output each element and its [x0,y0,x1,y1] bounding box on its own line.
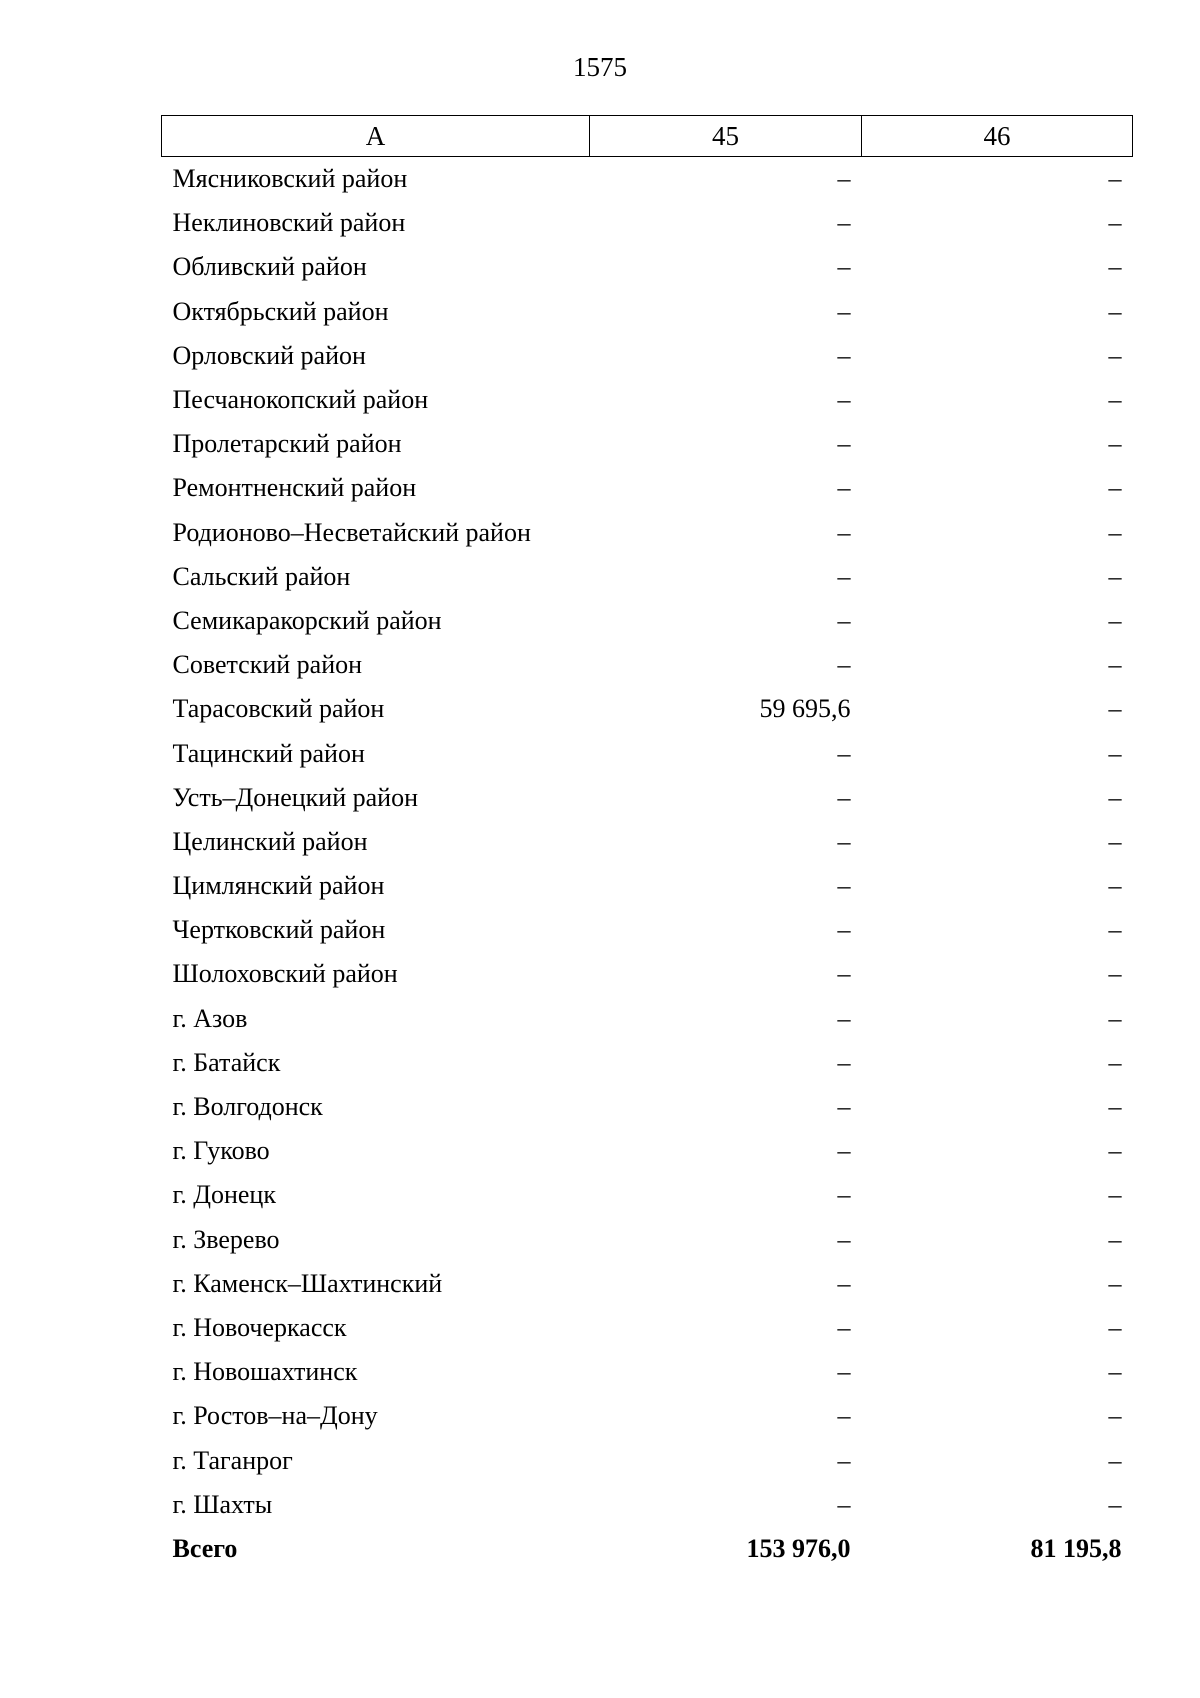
row-name-cell: Песчанокопский район [172,385,429,415]
table-row [162,643,1133,687]
row-name-cell: Родионово–Несветайский район [172,517,531,547]
column-header-a: А [162,116,590,157]
row-name-cell: Тарасовский район [172,694,385,724]
row-name-cell: Целинский район [172,826,368,856]
row-value-46-cell: – [1108,208,1122,238]
row-name-cell: г. Шахты [172,1489,273,1519]
table-row [162,1483,1133,1527]
row-value-46-cell: – [1108,959,1122,989]
table-row [162,1218,1133,1262]
data-table-container [161,115,1132,1571]
table-row [162,1438,1133,1482]
row-value-46-cell: – [1108,1092,1122,1122]
row-value-45-cell: – [837,1445,851,1475]
row-name-cell: Семикаракорский район [172,605,442,635]
table-row [162,731,1133,775]
row-value-45-cell: – [837,1003,851,1033]
total-value-46-cell: 81 195,8 [1030,1533,1122,1563]
total-label-cell: Всего [172,1533,238,1563]
row-value-46-cell: – [1108,782,1122,812]
row-name-cell: Сальский район [172,561,351,591]
row-value-45-cell: – [837,650,851,680]
row-name-cell: Цимлянский район [172,871,385,901]
row-name-cell: г. Батайск [172,1047,281,1077]
row-value-45-cell: – [837,1312,851,1342]
row-name-cell: Чертковский район [172,915,386,945]
row-name-cell: г. Гуково [172,1136,270,1166]
row-value-46-cell: – [1108,340,1122,370]
row-value-45-cell: – [837,1357,851,1387]
table-row [162,864,1133,908]
row-value-46-cell: – [1108,1445,1122,1475]
table-row [162,952,1133,996]
row-value-46-cell: – [1108,1357,1122,1387]
table-row [162,555,1133,599]
table-row [162,466,1133,510]
table-row [162,334,1133,378]
row-value-45-cell: – [837,296,851,326]
table-header [162,116,1133,157]
row-value-45-cell: – [837,782,851,812]
column-header-45: 45 [590,116,862,157]
table-row [162,157,1133,202]
table-row [162,776,1133,820]
table-row [162,1173,1133,1217]
row-value-45-cell: – [837,1136,851,1166]
table-row [162,422,1133,466]
row-value-45-cell: – [837,1047,851,1077]
row-name-cell: Пролетарский район [172,429,402,459]
table-row [162,511,1133,555]
row-name-cell: Шолоховский район [172,959,398,989]
row-value-46-cell: – [1108,1401,1122,1431]
table-row [162,687,1133,731]
row-name-cell: г. Донецк [172,1180,276,1210]
row-value-45-cell: – [837,385,851,415]
table-row [162,290,1133,334]
row-value-45-cell: – [837,915,851,945]
row-name-cell: Орловский район [172,340,366,370]
table-row [162,378,1133,422]
table-row [162,1306,1133,1350]
row-value-45-cell: – [837,1401,851,1431]
table-row [162,201,1133,245]
table-row [162,997,1133,1041]
row-value-45-cell: – [837,1092,851,1122]
row-value-45-cell: – [837,208,851,238]
row-value-45-cell: – [837,959,851,989]
total-value-45-cell: 153 976,0 [746,1533,851,1563]
row-name-cell: Обливский район [172,252,367,282]
row-value-46-cell: – [1108,561,1122,591]
row-value-46-cell: – [1108,915,1122,945]
row-value-46-cell: – [1108,473,1122,503]
row-value-46-cell: – [1108,826,1122,856]
row-value-45-cell: – [837,164,851,194]
row-value-45-cell: – [837,429,851,459]
row-value-46-cell: – [1108,738,1122,768]
row-value-46-cell: – [1108,871,1122,901]
page-number: 1575 [573,52,627,82]
row-value-46-cell: – [1108,385,1122,415]
row-value-46-cell: – [1108,1180,1122,1210]
row-value-45-cell: – [837,1180,851,1210]
row-name-cell: Ремонтненский район [172,473,417,503]
row-value-45-cell: – [837,340,851,370]
row-value-45-cell: – [837,473,851,503]
row-value-46-cell: – [1108,164,1122,194]
row-name-cell: г. Каменск–Шахтинский [172,1268,443,1298]
row-name-cell: г. Ростов–на–Дону [172,1401,378,1431]
row-name-cell: Октябрьский район [172,296,389,326]
row-value-45-cell: 59 695,6 [759,694,851,724]
row-value-45-cell: – [837,1489,851,1519]
row-value-45-cell: – [837,738,851,768]
row-value-46-cell: – [1108,694,1122,724]
row-value-45-cell: – [837,252,851,282]
table-row [162,1262,1133,1306]
table-header-row [162,116,1133,157]
row-name-cell: Мясниковский район [172,164,408,194]
row-name-cell: г. Азов [172,1003,248,1033]
table-row [162,1394,1133,1438]
row-value-45-cell: – [837,871,851,901]
row-value-46-cell: – [1108,429,1122,459]
table-row [162,245,1133,289]
row-value-45-cell: – [837,517,851,547]
row-value-46-cell: – [1108,605,1122,635]
table-total-row [162,1527,1133,1571]
row-name-cell: Неклиновский район [172,208,406,238]
row-value-46-cell: – [1108,1489,1122,1519]
row-name-cell: г. Новочеркасск [172,1312,347,1342]
row-value-46-cell: – [1108,296,1122,326]
row-name-cell: Усть–Донецкий район [172,782,418,812]
row-name-cell: Тацинский район [172,738,365,768]
data-table [161,115,1133,1571]
table-row [162,820,1133,864]
row-name-cell: г. Новошахтинск [172,1357,358,1387]
column-header-46: 46 [862,116,1133,157]
row-value-46-cell: – [1108,650,1122,680]
row-name-cell: г. Волгодонск [172,1092,323,1122]
row-name-cell: Советский район [172,650,363,680]
table-row [162,1350,1133,1394]
table-body [162,157,1133,1572]
row-value-45-cell: – [837,561,851,591]
row-value-46-cell: – [1108,1003,1122,1033]
row-value-46-cell: – [1108,517,1122,547]
table-row [162,908,1133,952]
table-row [162,1129,1133,1173]
table-row [162,1041,1133,1085]
row-name-cell: г. Таганрог [172,1445,293,1475]
row-value-46-cell: – [1108,1047,1122,1077]
row-value-46-cell: – [1108,1268,1122,1298]
row-value-45-cell: – [837,1224,851,1254]
row-name-cell: г. Зверево [172,1224,280,1254]
row-value-46-cell: – [1108,1136,1122,1166]
table-row [162,1085,1133,1129]
row-value-45-cell: – [837,826,851,856]
table-row [162,599,1133,643]
row-value-45-cell: – [837,605,851,635]
row-value-46-cell: – [1108,252,1122,282]
row-value-46-cell: – [1108,1224,1122,1254]
row-value-45-cell: – [837,1268,851,1298]
row-value-46-cell: – [1108,1312,1122,1342]
